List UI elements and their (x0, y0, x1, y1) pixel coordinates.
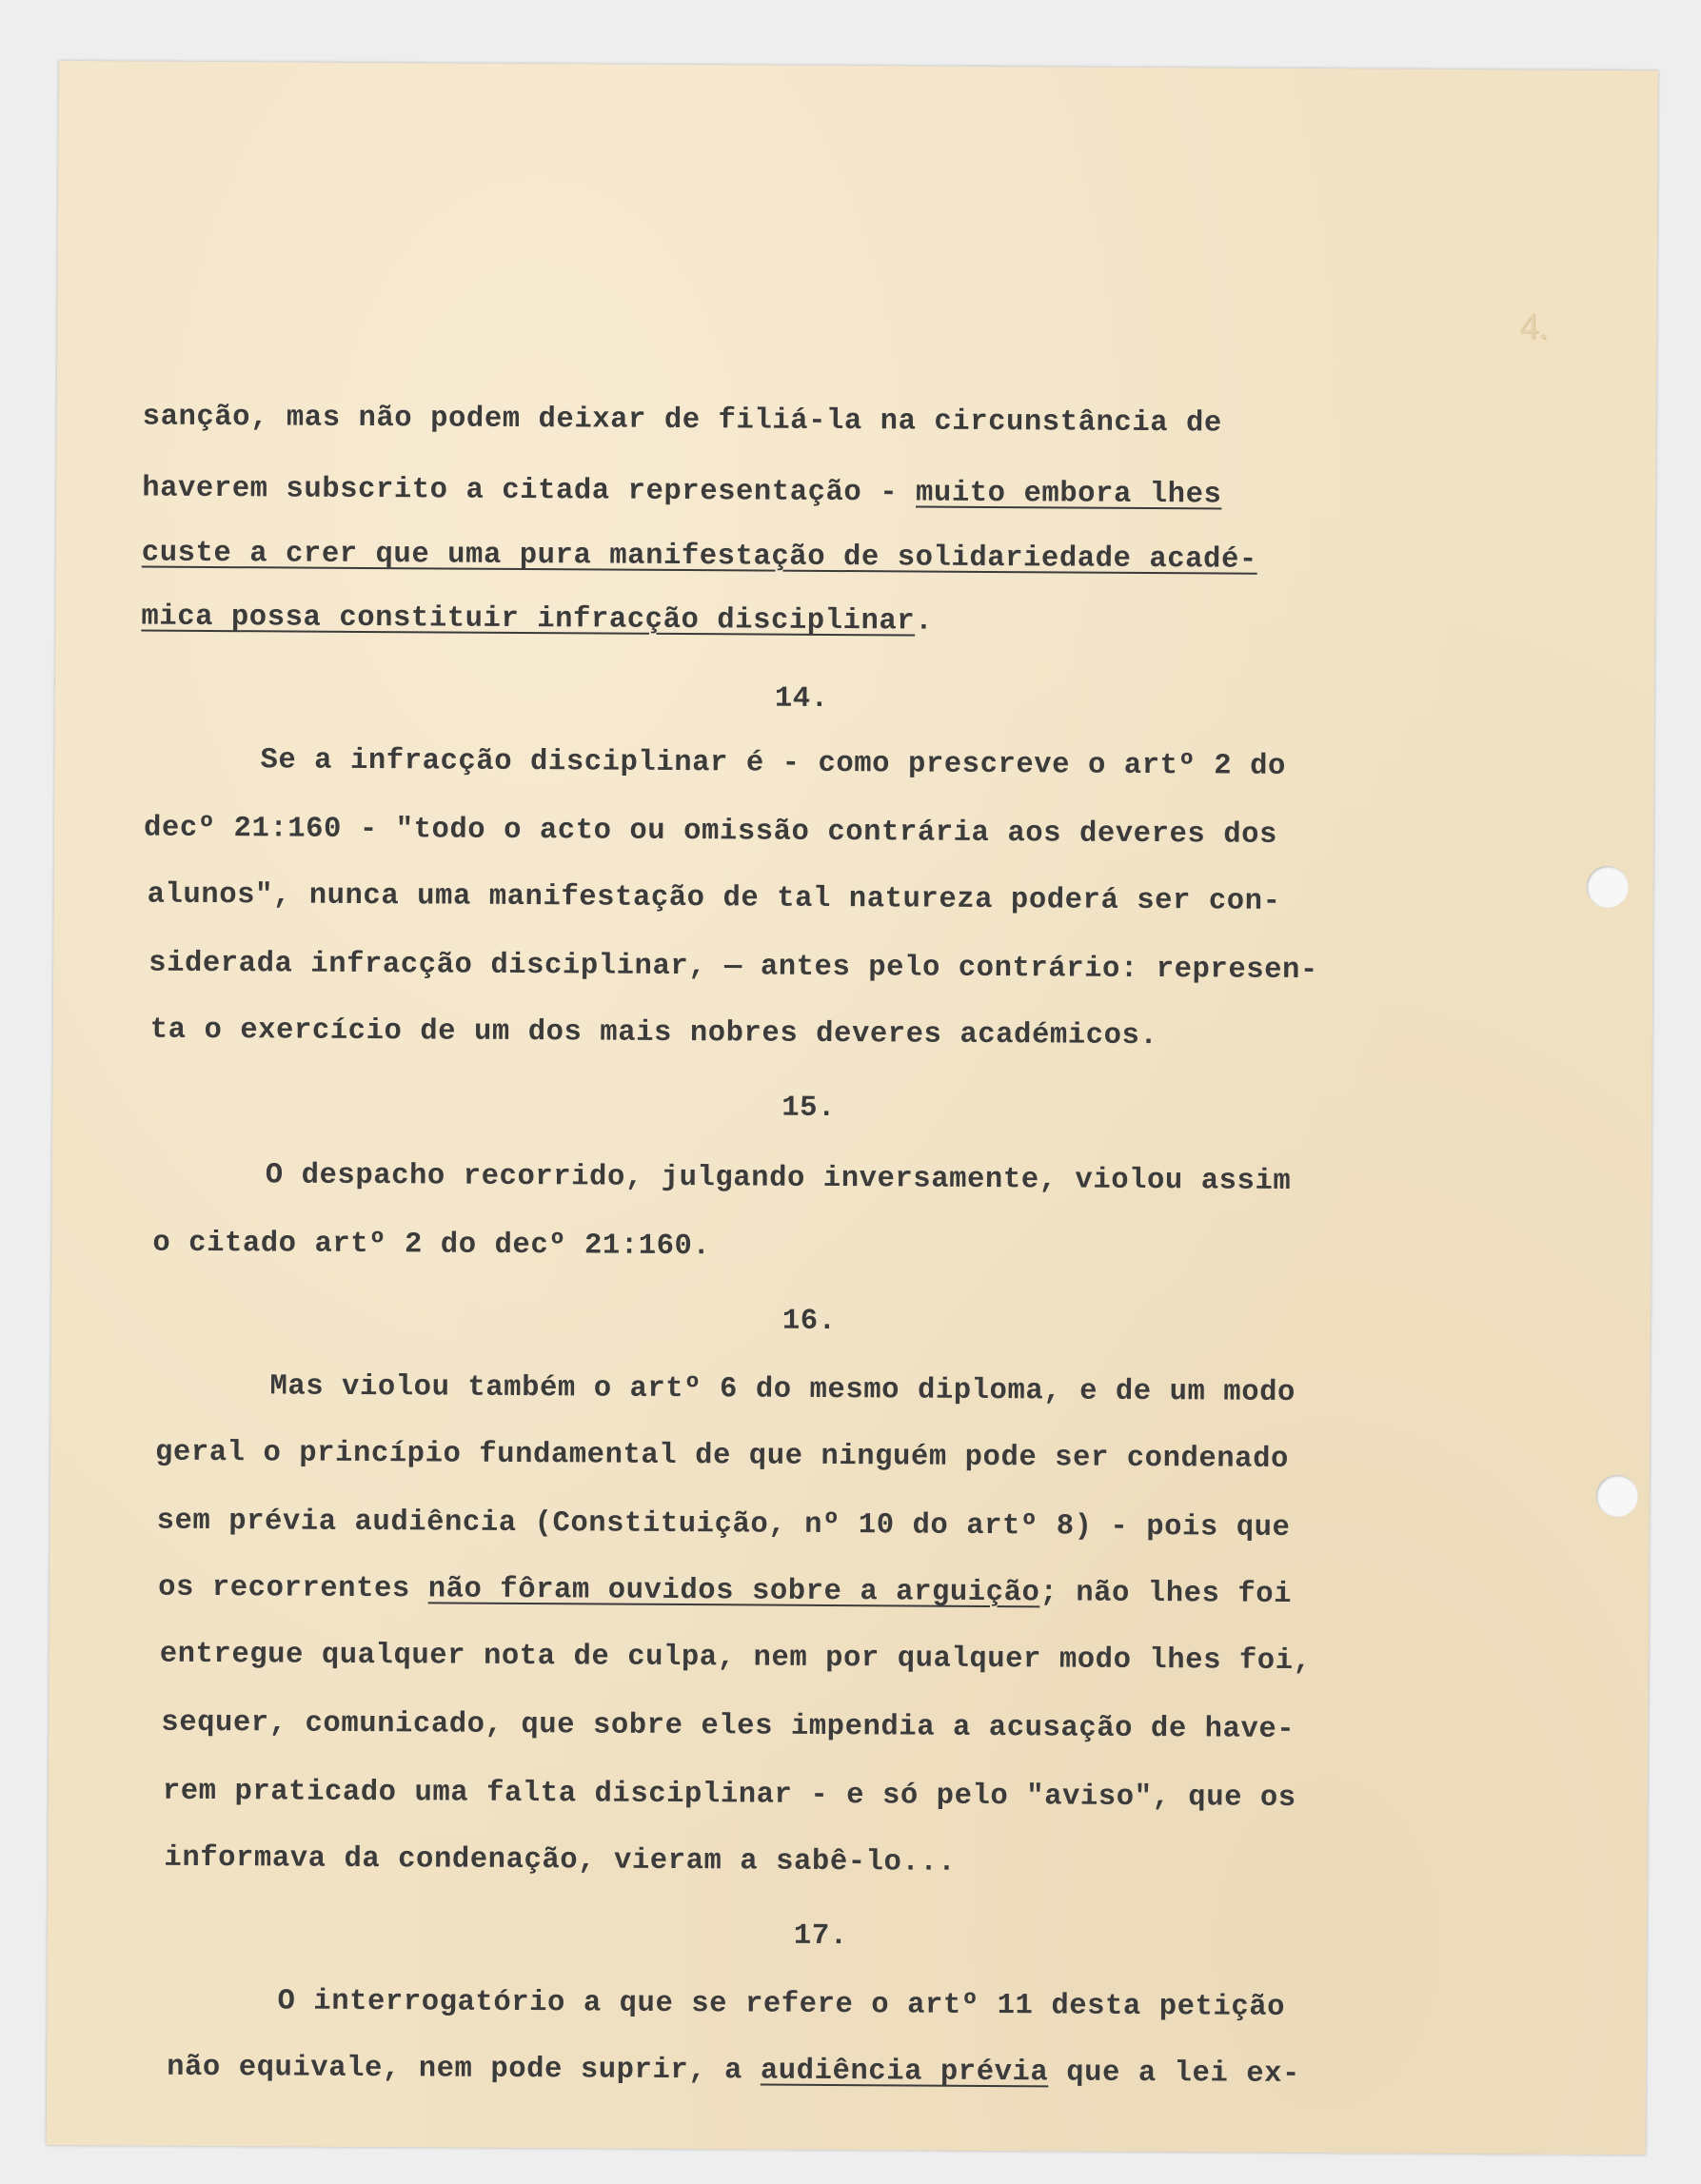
plain-text: os recorrentes (158, 1571, 428, 1606)
section-number: 16. (781, 1305, 837, 1339)
paragraph-line: ta o exercício de um dos mais nobres deveres académicos. (149, 1013, 1158, 1053)
paragraph-line (158, 1569, 1292, 1614)
underlined-text: audiência prévia (760, 2055, 1049, 2090)
punch-hole (1596, 1475, 1638, 1517)
paragraph-line: O interrogatório a que se refere o artº 11 desta petição (277, 1985, 1286, 2024)
underlined-text: mica possa constituir infracção disciplinar (141, 600, 916, 639)
section-number: 17. (793, 1919, 848, 1954)
paragraph-line: geral o princípio fundamental de que ninguém pode ser condenado (154, 1436, 1290, 1476)
paragraph-line: rem praticado uma falta disciplinar - e só pelo "aviso", que os (162, 1775, 1296, 1815)
paragraph-line: entregue qualquer nota de culpa, nem por qualquer modo lhes foi, (159, 1638, 1312, 1679)
paragraph-line: alunos", nunca uma manifestação de tal natureza poderá ser con- (147, 878, 1281, 918)
paragraph-line: Mas violou também o artº 6 do mesmo diploma, e de um modo (269, 1370, 1296, 1409)
paragraph-line: O despacho recorrido, julgando inversamente, violou assim (265, 1159, 1292, 1198)
paragraph-line (167, 2049, 1300, 2094)
underlined-text: custe a crer que uma pura manifestação de solidariedade acadé- (141, 537, 1257, 577)
plain-text: . (915, 605, 934, 639)
paragraph-line (142, 535, 1257, 580)
section-number: 14. (774, 682, 829, 716)
paragraph-line (141, 599, 933, 641)
plain-text: não equivale, nem pode suprir, a (167, 2051, 761, 2088)
paragraph-line: siderada infracção disciplinar, — antes pelo contrário: represen- (148, 947, 1318, 988)
paragraph-line: o citado artº 2 do decº 21:160. (152, 1227, 711, 1264)
paragraph-line: sem prévia audiência (Constituição, nº 10 do artº 8) - pois que (156, 1505, 1291, 1545)
section-number: 15. (781, 1092, 837, 1126)
paragraph-line (142, 470, 1221, 515)
plain-text: que a lei ex- (1048, 2056, 1301, 2092)
paragraph-line: decº 21:160 - "todo o acto ou omissão contrária aos deveres dos (143, 812, 1278, 852)
plain-text: ; não lhes foi (1039, 1577, 1293, 1611)
paragraph-line: sequer, comunicado, que sobre eles impendia a acusação de have- (161, 1706, 1296, 1746)
underlined-text: muito embora lhes (915, 477, 1222, 512)
page-number: 4. (1519, 304, 1549, 347)
paragraph-line: Se a infracção disciplinar é - como prescreve o artº 2 do (260, 744, 1287, 783)
paragraph-line: sanção, mas não podem deixar de filiá-la na circunstância de (142, 401, 1222, 441)
typewritten-page (47, 61, 1658, 2154)
punch-hole (1587, 866, 1629, 908)
typewritten-body (136, 399, 1380, 2092)
underlined-text: não fôram ouvidos sobre a arguição (427, 1573, 1040, 1610)
paragraph-line: informava da condenação, vieram a sabê-lo... (164, 1841, 957, 1879)
plain-text: haverem subscrito a citada representação - (142, 472, 917, 510)
